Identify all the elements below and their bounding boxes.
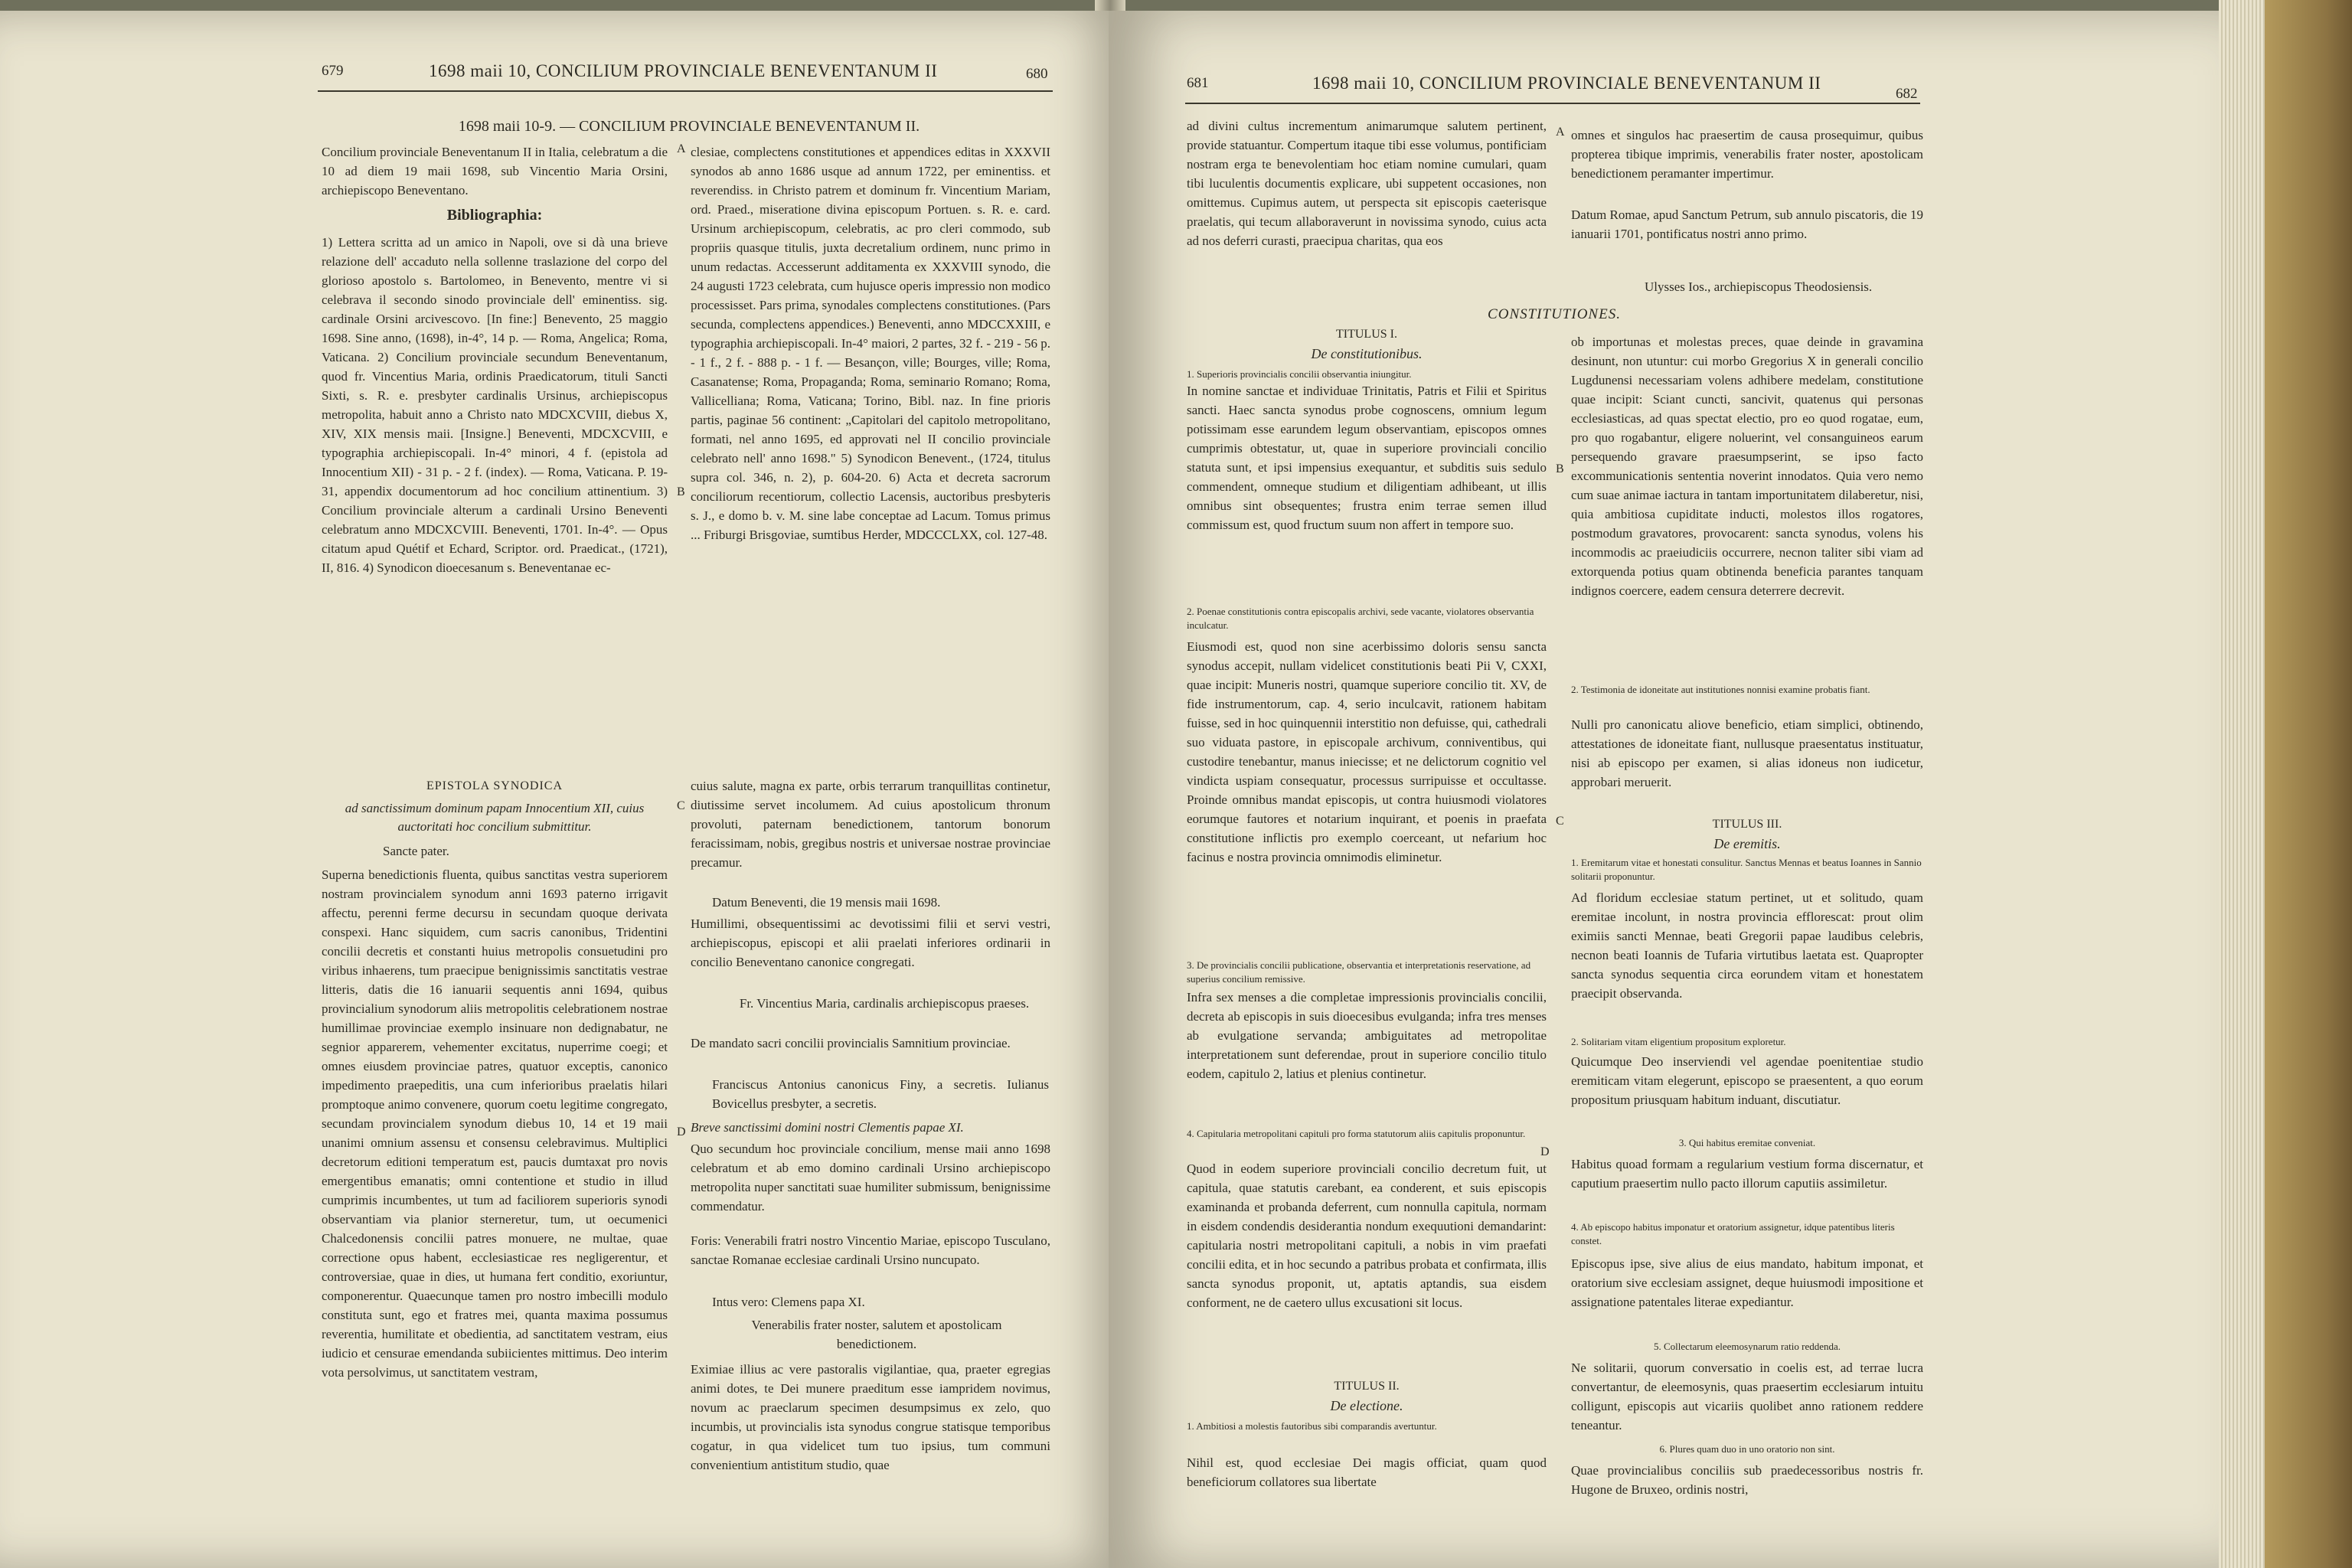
titulus-i: TITULUS I. bbox=[1336, 328, 1397, 341]
de-mandato: De mandato sacri concilii provincialis Samnitium provinciae. bbox=[691, 1036, 1011, 1050]
right-page bbox=[1109, 11, 2219, 1568]
epistola-title: EPISTOLA SYNODICA bbox=[426, 779, 564, 792]
bibliography-list: 1) Lettera scritta ad un amico in Napoli, ove si dà una brieve relazione dell' accaduto nella sollenne traslazione del corpo del glorioso apostolo s. Bartolomeo, in Benevento, mentre vi si celebrava il secondo sinodo provinciale dell' eminentiss. sig. cardinale Orsini arcivescovo. [In fine:] Benevento, 25 maggio 1698. Sine anno, (1698), in-4°, 14 p. — Roma, Angelica; Roma, Vaticana. 2) Concilium provinciale secundum Beneventanum, quod fr. Vincentius Maria, ordinis Praedicatorum, tituli Sancti Sixti, s. R. e. presbyter cardinalis Ursinus, archiepiscopus metropolita, habuit anno a Christo nato MDCXCVIII, diebus X, XIV, XIX mensis maii. [Insigne.] Beneventi, MDCXCVIII, e typographia archiepiscopali. In-4° minori, 4 f. (epistola ad Innocentium XII) - 31 p. - 2 f. (index). — Roma, Vaticana. P. 19-31, appendix documentorum ad hoc concilium attinentium. 3) Concilium provinciale alterum a cardinali Ursino Beneventi celebratum anno MDCXCVIII. Beneventi, 1701. In-4°. — Opus citatum apud Quétif et Echard, Scriptor. ord. Praedicat., (1721), II, 816. 4) Synodicon dioecesanum s. Beneventanae ec- bbox=[322, 235, 668, 575]
breve-continued: ad divini cultus incrementum animarumque salutem pertinent, provide statuantur. Compertum itaque tibi esse volumus, pontificiam nostram erga te benevolentiam hoc etiam nomine cumulari, quam tibi luculentis documentis explicare, ubi suppetent occasiones, non omittemus. Cupimus autem, ut perspecta sit episcopis caeterisque praelatis, qui tecum allaboraverunt in novissima synodo, cuius acta ad nos deferri curasti, praecipua charitas, qua eos bbox=[1187, 119, 1547, 248]
t3-text-1: Ad floridum ecclesiae statum pertinet, ut et solitudo, quam eremitae incolunt, in nostra provincia efflorescat: prout olim eximiis sancti Mennae, beati Gregorii papae laudibus celebris, necnon beati Ioannis de Tufaria virtutibus laetata est. Quapropter sancta synodus sequentia circa eorundem vitam et honestatem praecipit observanda. bbox=[1571, 890, 1923, 1001]
t3-text-4: Episcopus ipse, sive alius de eius mandato, habitum imponat, et oratorium sive ecclesiam assignet, deque huiusmodi impositione et assignatione patentales literae expediantur. bbox=[1571, 1256, 1923, 1309]
t1-summary-4: 4. Capitularia metropolitani capituli pro forma statutorum aliis capitulis proponuntur. bbox=[1187, 1128, 1526, 1139]
running-title-left: 1698 maii 10, CONCILIUM PROVINCIALE BENEVENTANUM II bbox=[429, 61, 938, 80]
t2-text-2: Nulli pro canonicatu aliove beneficio, etiam simplici, obtinendo, attestationes de idoneitate fiant, nullusque praesentatus instituatur, nisi ab episcopo per examen, si alias idoneus non iudicetur, approbari meruerit. bbox=[1571, 717, 1923, 789]
datum-beneventi: Datum Beneventi, die 19 mensis maii 1698. bbox=[712, 895, 941, 910]
book-cover-edge bbox=[2265, 0, 2352, 1568]
t1-text-4: Quod in eodem superiore provinciali concilio decretum fuit, ut capitula, quae statutis carebant, ea conderent, et suis episcopis examinanda et probanda deferrent, cum nonnulla capitula, normam in eisdem condendis desiderantia nondum exequutioni demandarint: capitularia nostri metropolitani capituli, a nobis in vim praefati concilii edita, et in hoc secundo a patribus probata et confirmata, illis sancta synodus proponit, ut, aptatis aptandis, sua eisdem conforment, ne de caetero ullus excusationi sit locus. bbox=[1187, 1161, 1547, 1310]
epistola-subtitle: ad sanctissimum dominum papam Innocentium XII, cuius auctoritati hoc concilium submittitur. bbox=[345, 801, 645, 834]
t3-summary-4: 4. Ab episcopo habitus imponatur et oratorium assignetur, idque patentibus literis constet. bbox=[1571, 1221, 1895, 1246]
breve-conclusion: omnes et singulos hac praesertim de causa prosequimur, quibus propterea tibique imprimis, venerabilis frater noster, apostolicam benedictionem peramanter impertimur. bbox=[1571, 128, 1923, 181]
margin-letter-d: D bbox=[677, 1125, 686, 1138]
t3-text-6: Quae provincialibus conciliis sub praedecessoribus nostris fr. Hugone de Bruxeo, ordinis nostri, bbox=[1571, 1463, 1923, 1497]
t3-summary-2: 2. Solitariam vitam eligentium propositum exploretur. bbox=[1571, 1036, 1786, 1047]
humillimi-filii: Humillimi, obsequentissimi ac devotissimi filii et servi vestri, archiepiscopus, episcopi et alii praelati inferiores ordinarii in concilio Beneventano canonice congregati. bbox=[691, 916, 1050, 969]
t2-text-continued: ob importunas et molestas preces, quae deinde in gravamina desinunt, non utuntur: cui morbo Gregorius X in generali concilio Lugdunensi necessariam volens adhibere medelam, constitutione quae incipit: Sciant cuncti, sancivit, quatenus qui personas ecclesiasticas, ad quas spectat electio, pro eo quod rogatae, eum, pro quo rogabantur, eligere noluerint, vel consanguineos earum persequendo gravare praesumpserint, se ipso facto excommunicationis sententia noverint innodatos. Quia vero nemo cum suae animae iactura in tantam importunitatem dilaberetur, nisi, quia ambitiosa cupiditate inducti, molestos illos rogatores, postmodum gravatores, provocarent: sancta synodus, volens his incommodis ac praeiudiciis occurrere, necnon taliter sibi viam ad extorquenda potius quam obtinenda beneficia parantes tanquam indignos coercere, eadem censura deterrere decrevit. bbox=[1571, 335, 1923, 598]
signer-vincentius: Fr. Vincentius Maria, cardinalis archiepiscopus praeses. bbox=[739, 996, 1030, 1011]
page-number-682: 682 bbox=[1896, 86, 1918, 102]
section-title: 1698 maii 10-9. — CONCILIUM PROVINCIALE BENEVENTANUM II. bbox=[458, 118, 920, 135]
bibliography-continued: clesiae, complectens constitutiones et appendices editas in XXXVII synodos ab anno 1686 usque ad annum 1722, per eminentiss. et reverendiss. in Christo patrem et dominum fr. Vincentium Mariam, ord. Praed., miseratione divina episcopum Portuen. s. R. e. card. Ursinum archiepiscopum, celebratis, ac pro cleri commodo, sub propriis quasque titulis, juxta decretalium ordinem, nunc primo in unum redactas. Accesserunt additamenta ex XXXVIII synodo, die 24 augusti 1723 celebrata, cum hujusce operis impressio non modico processisset. Pars prima, synodales complectens constitutiones. (Pars secunda, complectens appendices.) Beneventi, anno MDCCXXIII, e typographia archiepiscopali. In-4° maiori, 2 partes, 32 f. - 219 - 56 p. - 1 f., 2 f. - 888 p. - 1 f. — Besançon, ville; Bourges, ville; Roma, Casanatense; Roma, Propaganda; Roma, seminario Romano; Roma, Vallicelliana; Roma, Vaticana; Torino, Bibl. naz. In fine prioris partis, paginae 56 continent: „Capitolari del capitolo metropolitano, formati, nel anno 1695, ed approvati nel II concilio provinciale celebrato nell' anno 1698." 5) Synodicon Benevent., (1724, titulus supra col. 346, n. 2), p. 604-20. 6) Acta et decreta sacrorum conciliorum recentiorum, collectio Lacensis, auctoribus presbyteris s. J., e domo b. v. M. sine labe conceptae ad Lacum. Tomus primus ... Friburgi Brisgoviae, sumtibus Herder, MDCCCLXX, col. 127-48. bbox=[691, 145, 1050, 542]
header-rule bbox=[318, 90, 1053, 92]
t1-summary-2: 2. Poenae constitutionis contra episcopalis archivi, sede vacante, violatores observantia inculcatur. bbox=[1187, 606, 1534, 631]
titulus-iii: TITULUS III. bbox=[1712, 818, 1782, 831]
epistola-continued: cuius salute, magna ex parte, orbis terrarum tranquillitas continetur, diutissime servet incolumem. Ad cuius apostolicum thronum provoluti, paternam benedictionem, tantorum bonorum feracissimam, nobis, gregibus nostris et universae nostrae provinciae precamur. bbox=[691, 779, 1050, 870]
epistola-text: Superna benedictionis fluenta, quibus sanctitas vestra superiorem nostram provincialem synodum anni 1693 paterno irrigavit affectu, perenni ferme decursu in secundam quoque derivata conspexi. Hanc siquidem, cum sacris canonibus, Tridentini concilii decretis et constanti huius metropolis consuetudini pro viribus inhaerens, tum praecipue benignissimis sanctitatis vestrae litteris, datis die 16 ianuarii sequentis anni 1694, quibus provincialium synodorum aliis metropolitis celebrationem nostrae humillimae provinciae exemplo insinuare non dedignabatur, ne segnior apparerem, vehementer excitatus, nuperrime coegi; et omnes eiusdem provinciae patres, quatuor exceptis, canonico impedimento praepeditis, una cum inferioribus praelatis hilari promptoque animo convenere, quorum coetu legitime congregato, secundam provincialem synodum diebus 10, 14 et 19 maii unanimi omnium assensu et consensu celebravimus. Multiplici decretorum editioni temperatum est, paucis dumtaxat pro novis emergentibus emanatis; omni contentione et studio in illud cumprimis incumbentes, ut tum ad faciliorem superioris synodi observantiam via planior sterneretur, tum, ut oecumenici Chalcedonensis concilii patres monuere, ne multae, quae correctione opus habent, ecclesiasticae res negligerentur, et controversiae, quae in dies, ut humana fert conditio, exoriuntur, componerentur. Quaecunque tamen pro nostro imbecilli modulo constituta sunt, ego et fratres mei, quanta maxima possumus reverentia, humilitate et obedientia, ad sanctitatem vestram, eius iudicio et censurae emendanda subiicientes mittimus. Deo interim vota persolvimus, ut sanctitatem vestram, bbox=[322, 867, 668, 1380]
margin-letter-a: A bbox=[677, 142, 686, 155]
venerabilis-frater: Venerabilis frater noster, salutem et apostolicam benedictionem. bbox=[751, 1318, 1002, 1351]
t3-text-2: Quicumque Deo inserviendi vel agendae poenitentiae studio eremiticam vitam elegerunt, episcopo se praesentent, a quo eorum propositum priusquam habitum induant, discutiatur. bbox=[1571, 1054, 1923, 1107]
t1-text-2: Eiusmodi est, quod non sine acerbissimo doloris sensu sancta synodus accepit, nullam videlicet constitutionis beati Pii V, CXXI, quae incipit: Muneris nostri, quamque superiore concilio tit. XV, de fide instrumentorum, cap. 4, serio inculcavit, rationem habitam fuisse, sed in hoc quinquennii interstitio non defuisse, qui, cathedrali suo viduata pastore, in episcopale archivum, conniventibus, qui custodire tenebantur, manus iniecisse; et ne delictorum cognitio vel vindicta uspiam consequatur, processus surripuisse et occultasse. Proinde omnibus mandat episcopis, ut contra huiusmodi violatores eorumque fautores et notarium inquirant, et poenis in praefata constitutione inflictis pro exemplo coerceant, ut nefarium hoc facinus e nostra provincia omnimodis eliminetur. bbox=[1187, 639, 1547, 864]
page-number-681: 681 bbox=[1187, 75, 1209, 91]
margin-letter-c-right: C bbox=[1556, 815, 1564, 828]
secretaries: Franciscus Antonius canonicus Finy, a secretis. Iulianus Bovicellus presbyter, a secretis. bbox=[712, 1077, 1049, 1111]
page-number-680: 680 bbox=[1026, 66, 1048, 82]
header-rule-right bbox=[1185, 103, 1920, 104]
salutation: Sancte pater. bbox=[383, 844, 449, 858]
t1-text-1: In nomine sanctae et individuae Trinitatis, Patris et Filii et Spiritus sancti. Haec sancta synodus probe cognoscens, omnium legum potissimam esse earundem legum observantiam, episcopos omnes cumprimis obtestatur, ut, quae in superiore provinciali concilio statuta sunt, et ipsi impensius exequantur, et subditis suis sedulo commendent, omneque studium et diligentiam adhibeant, ut illis omnibus sint obsequentes; frustra enim terrae semen illud commissum est, quod fructum suum non affert in tempore suo. bbox=[1187, 384, 1547, 532]
t3-summary-3: 3. Qui habitus eremitae conveniat. bbox=[1678, 1137, 1816, 1148]
t3-summary-1: 1. Eremitarum vitae et honestati consulitur. Sanctus Mennas et beatus Ioannes in Sannio solitarii proponuntur. bbox=[1571, 857, 1922, 882]
signer-ulysses: Ulysses Ios., archiepiscopus Theodosiensis. bbox=[1645, 279, 1873, 294]
titulus-iii-name: De eremitis. bbox=[1713, 836, 1781, 851]
t1-summary-3: 3. De provincialis concilii publicatione, observantia et interpretationis reservatione, ad superius concilium remissive. bbox=[1187, 959, 1531, 985]
eximiae-paragraph: Eximiae illius ac vere pastoralis vigilantiae, qua, praeter egregias animi dotes, te Dei munere praeditum esse iampridem novimus, novum ac praeclarum specimen desumpsimus ex zelo, quo incumbis, ut provincialis ista synodus congrue statisque temporibus cogatur, in qua videlicet tum tuo ipsius, tum communi convenientium antistitum studio, quae bbox=[691, 1362, 1050, 1472]
t2-summary-1: 1. Ambitiosi a molestis fautoribus sibi comparandis avertuntur. bbox=[1187, 1420, 1437, 1432]
titulus-ii: TITULUS II. bbox=[1334, 1380, 1400, 1393]
t1-summary-1: 1. Superioris provincialis concilii observantia iniungitur. bbox=[1187, 368, 1412, 380]
t1-text-3: Infra sex menses a die completae impressionis provincialis concilii, decreta ab episcopis in suis dioecesibus evulganda; infra tres menses ab evulgatione servanda; ambiguitates ad metropolitae interpretationem sunt deferendae, prout in superiore concilio titulo eodem, capitulo 2, latius et plenius continetur. bbox=[1187, 990, 1547, 1081]
breve-summary: Quo secundum hoc provinciale concilium, mense maii anno 1698 celebratum et ab emo domino cardinali Ursino archiepiscopo metropolita nuper sanctitati suae humiliter submissum, benignissime commendatur. bbox=[691, 1142, 1050, 1214]
t3-text-5: Ne solitarii, quorum conversatio in coelis est, ad terrae lucra convertantur, de eleemosynis, quas praesertim ecclesiarum intuitu colligunt, episcopis aut vicariis quolibet anno rationem reddere teneantur. bbox=[1571, 1361, 1923, 1432]
t3-text-3: Habitus quoad formam a regularium vestium forma discernatur, et caputium praesertim nullo pacto illorum caputiis assimiletur. bbox=[1571, 1157, 1923, 1191]
foris-address: Foris: Venerabili fratri nostro Vincentio Mariae, episcopo Tusculano, sanctae Romanae ecclesiae cardinali Ursino nuncupato. bbox=[691, 1233, 1050, 1267]
page-number-679: 679 bbox=[322, 63, 344, 79]
t3-summary-6: 6. Plures quam duo in uno oratorio non sint. bbox=[1659, 1443, 1835, 1455]
t2-summary-2: 2. Testimonia de idoneitate aut institutiones nonnisi examine probatis fiant. bbox=[1571, 684, 1870, 695]
t3-summary-5: 5. Collectarum eleemosynarum ratio reddenda. bbox=[1653, 1341, 1841, 1352]
margin-letter-d-right: D bbox=[1540, 1145, 1550, 1158]
left-page bbox=[0, 11, 1125, 1568]
breve-title: Breve sanctissimi domini nostri Clementis papae XI. bbox=[691, 1120, 964, 1135]
intus-vero: Intus vero: Clemens papa XI. bbox=[712, 1295, 865, 1309]
margin-letter-b-right: B bbox=[1556, 462, 1564, 475]
margin-letter-b: B bbox=[677, 485, 685, 498]
titulus-i-name: De constitutionibus. bbox=[1311, 346, 1423, 361]
datum-romae: Datum Romae, apud Sanctum Petrum, sub annulo piscatoris, die 19 ianuarii 1701, pontificatus nostri anno primo. bbox=[1571, 207, 1923, 241]
margin-letter-a-right: A bbox=[1556, 126, 1565, 139]
titulus-ii-name: De electione. bbox=[1330, 1398, 1403, 1413]
t2-text-1: Nihil est, quod ecclesiae Dei magis officiat, quam quod beneficiorum collatores sua libertate bbox=[1187, 1455, 1547, 1489]
intro-paragraph: Concilium provinciale Beneventanum II in Italia, celebratum a die 10 ad diem 19 maii 1698, sub Vincentio Maria Orsini, archiepiscopo Beneventano. bbox=[322, 145, 668, 198]
running-title-right: 1698 maii 10, CONCILIUM PROVINCIALE BENEVENTANUM II bbox=[1312, 74, 1821, 93]
constitutiones-heading: CONSTITUTIONES. bbox=[1488, 306, 1621, 322]
margin-letter-c: C bbox=[677, 799, 685, 812]
bibliography-heading: Bibliographia: bbox=[446, 207, 543, 224]
